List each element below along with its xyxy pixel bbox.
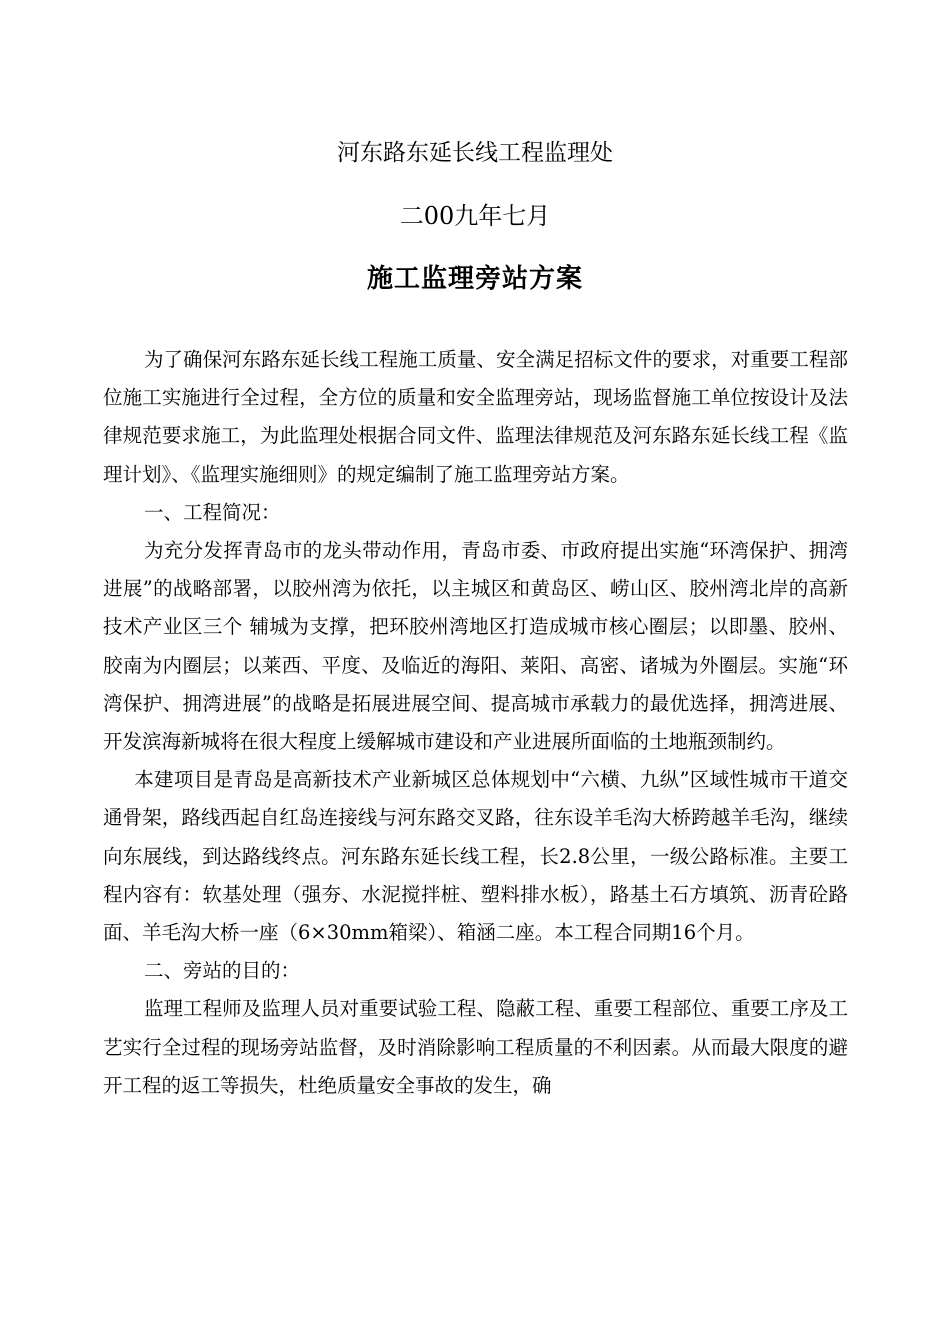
overview-paragraph-1: 为充分发挥青岛市的龙头带动作用，青岛市委、市政府提出实施“环湾保护、拥湾进展”的战略部署，以胶州湾为依托，以主城区和黄岛区、崂山区、胶州湾北岸的高新技术产业区三个 辅城为支撑，把环胶州湾地区打造成城市核心圈层；以即墨、胶州、胶南为内圈层；以莱西、平度、及临近的海阳、莱阳、高密、诸城为外圈层。实施“环湾保护、拥湾进展”的战略是拓展进展空间、提高城市承载力的最优选择，拥湾进展、开发滨海新城将在很大程度上缓解城市建设和产业进展所面临的土地瓶颈制约。 — [103, 539, 848, 754]
organization-name: 河东路东延长线工程监理处 — [337, 140, 613, 166]
document-body — [103, 341, 848, 1105]
section-heading-overview: 一、工程简况： — [143, 500, 281, 524]
section-heading-purpose: 二、旁站的目的： — [143, 959, 300, 983]
overview-paragraph-2: 本建项目是青岛是高新技术产业新城区总体规划中“六横、九纵”区域性城市干道交通骨架，路线西起自红岛连接线与河东路交叉路，往东设羊毛沟大桥跨越羊毛沟，继续向东展线，到达路线终点。河东路东延长线工程，长2.8公里，一级公路标准。主要工程内容有：软基处理（强夯、水泥搅拌桩、塑料排水板），路基土石方填筑、沥青砼路面、羊毛沟大桥一座（6×30mm箱梁）、箱涵二座。本工程合同期16个月。 — [103, 768, 848, 945]
purpose-paragraph-1: 监理工程师及监理人员对重要试验工程、隐蔽工程、重要工程部位、重要工序及工艺实行全过程的现场旁站监督，及时消除影响工程质量的不利因素。从而最大限度的避开工程的返工等损失，杜绝质量安全事故的发生，确 — [103, 997, 848, 1097]
intro-paragraph: 为了确保河东路东延长线工程施工质量、安全满足招标文件的要求，对重要工程部位施工实施进行全过程，全方位的质量和安全监理旁站，现场监督施工单位按设计及法律规范要求施工，为此监理处根据合同文件、监理法律规范及河东路东延长线工程《监理计划》、《监理实施细则》的规定编制了施工监理旁站方案。 — [103, 348, 848, 486]
document-title: 施工监理旁站方案 — [366, 264, 583, 294]
document-date: 二00九年七月 — [399, 202, 551, 230]
